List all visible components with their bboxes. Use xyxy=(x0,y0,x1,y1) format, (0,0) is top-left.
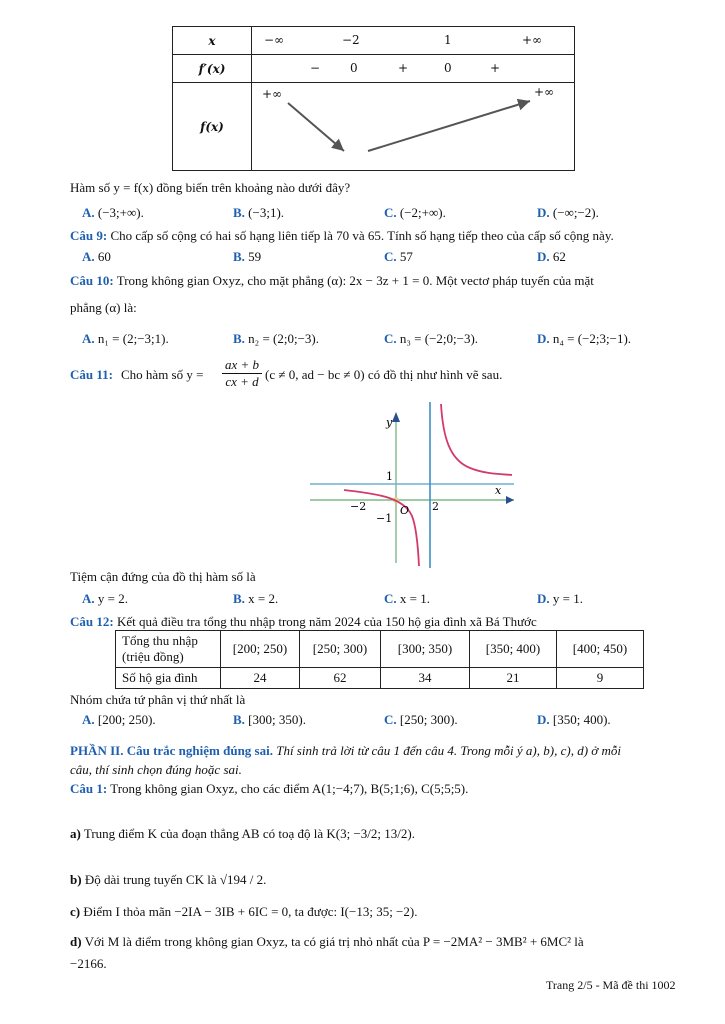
q8-option-b[interactable]: B. (−3;1). xyxy=(233,205,285,220)
vt-x-1: −2 xyxy=(342,33,360,47)
q9-option-c[interactable]: C. 57 xyxy=(384,249,413,264)
q11-option-c[interactable]: C. x = 1. xyxy=(384,591,430,606)
q11-question: Tiệm cận đứng của đồ thị hàm số là xyxy=(70,569,256,584)
q11-frac-den: cx + d xyxy=(225,374,259,389)
q10-option-d[interactable]: D. n₄ = (−2;3;−1). xyxy=(537,331,632,346)
q9-stem: Câu 9: Cho cấp số cộng có hai số hạng liên tiếp là 70 và 65. Tính số hạng tiếp theo của cấp số cộng này. xyxy=(70,228,614,243)
q11-x-label: x xyxy=(495,484,502,497)
q8-option-a[interactable]: A. (−3;+∞). xyxy=(82,205,144,220)
count-0: 24 xyxy=(221,668,300,689)
vt-f-label: f(x) xyxy=(173,83,252,171)
q11-option-b[interactable]: B. x = 2. xyxy=(233,591,279,606)
vt-x-3: +∞ xyxy=(522,33,543,47)
part2-q1-d[interactable]: d) Với M là điểm trong không gian Oxyz, ta có giá trị nhỏ nhất của P = −2MA² − 3MB² + 6MC² là xyxy=(70,934,584,949)
q9-option-d[interactable]: D. 62 xyxy=(537,249,566,264)
q9-option-b[interactable]: B. 59 xyxy=(233,249,262,264)
q11-graph xyxy=(300,398,520,570)
q10-option-c[interactable]: C. n₃ = (−2;0;−3). xyxy=(384,331,479,346)
q11-frac-num: ax + b xyxy=(222,357,262,374)
q11-x-arrow xyxy=(506,496,514,504)
count-header-cell: Số hộ gia đình xyxy=(116,668,221,689)
q12-option-c[interactable]: C. [250; 300). xyxy=(384,712,458,727)
part2-title-line xyxy=(70,743,621,759)
count-3: 21 xyxy=(470,668,557,689)
q11-y-arrow xyxy=(392,412,400,422)
q11-tick-1: 1 xyxy=(386,470,393,483)
count-4: 9 xyxy=(557,668,644,689)
vt-fp-label: f′(x) xyxy=(173,55,252,83)
vt-x-label: x xyxy=(173,27,252,55)
vt-arrows xyxy=(252,83,576,171)
part2-title: PHẦN II. Câu trắc nghiệm đúng sai. xyxy=(70,743,273,758)
part2-q1-a[interactable]: a) Trung điểm K của đoạn thẳng AB có toạ độ là K(3; −3/2; 13/2). xyxy=(70,826,415,841)
q11-y-label: y xyxy=(386,416,393,429)
vt-f-left: +∞ xyxy=(262,87,283,101)
count-2: 34 xyxy=(381,668,470,689)
vt-fp-row xyxy=(252,55,575,83)
vt-fp-0: − xyxy=(310,61,321,75)
q11-fraction xyxy=(222,357,262,390)
q8-option-d[interactable]: D. (−∞;−2). xyxy=(537,205,599,220)
part2-intro1: Thí sinh trả lời từ câu 1 đến câu 4. Trong mỗi ý a), b), c), d) ở mỗi xyxy=(276,743,621,758)
vt-fp-1: 0 xyxy=(350,61,358,75)
income-table xyxy=(115,630,644,689)
vt-x-row xyxy=(252,27,575,55)
count-1: 62 xyxy=(300,668,381,689)
q8-option-c[interactable]: C. (−2;+∞). xyxy=(384,205,446,220)
q11-origin-label: O xyxy=(400,504,410,517)
vt-x-0: −∞ xyxy=(264,33,285,47)
variation-table xyxy=(172,26,575,171)
page-footer: Trang 2/5 - Mã đề thi 1002 xyxy=(546,978,676,992)
income-interval-4: [400; 450) xyxy=(557,631,644,668)
income-interval-0: [200; 250) xyxy=(221,631,300,668)
income-interval-2: [300; 350) xyxy=(381,631,470,668)
income-header-cell: Tổng thu nhập (triệu đồng) xyxy=(116,631,221,668)
q12-option-d[interactable]: D. [350; 400). xyxy=(537,712,611,727)
q11-tick-m1: −1 xyxy=(376,512,393,525)
q12-question: Nhóm chứa tứ phân vị thứ nhất là xyxy=(70,692,246,707)
q11-stem-post: (c ≠ 0, ad − bc ≠ 0) có đồ thị như hình vẽ sau. xyxy=(265,367,503,382)
q11-tick-2: 2 xyxy=(432,500,439,513)
vt-f-right: +∞ xyxy=(534,85,555,99)
q12-option-a[interactable]: A. [200; 250). xyxy=(82,712,156,727)
part2-q1-d-cont: −2166. xyxy=(70,956,107,971)
vt-fp-4: + xyxy=(490,61,501,75)
q10-stem-line2: phẳng (α) là: xyxy=(70,300,137,315)
q8-stem: Hàm số y = f(x) đồng biến trên khoảng nào dưới đây? xyxy=(70,180,351,195)
q11-option-a[interactable]: A. y = 2. xyxy=(82,591,128,606)
income-interval-3: [350; 400) xyxy=(470,631,557,668)
vt-fp-2: + xyxy=(398,61,409,75)
vt-fp-3: 0 xyxy=(444,61,452,75)
q10-stem-line1: Câu 10: Trong không gian Oxyz, cho mặt phẳng (α): 2x − 3z + 1 = 0. Một vectơ pháp tuyến của mặt xyxy=(70,273,594,288)
q11-tick-m2: −2 xyxy=(350,500,367,513)
income-interval-1: [250; 300) xyxy=(300,631,381,668)
q11-stem-pre: Cho hàm số y = xyxy=(121,367,204,382)
q11-option-d[interactable]: D. y = 1. xyxy=(537,591,583,606)
vt-f-row xyxy=(252,83,575,171)
q10-option-b[interactable]: B. n₂ = (2;0;−3). xyxy=(233,331,319,346)
q12-stem: Câu 12: Kết quả điều tra tổng thu nhập trong năm 2024 của 150 hộ gia đình xã Bá Thước xyxy=(70,614,537,629)
q10-option-a[interactable]: A. n₁ = (2;−3;1). xyxy=(82,331,169,346)
part2-q1-stem: Câu 1: Trong không gian Oxyz, cho các điểm A(1;−4;7), B(5;1;6), C(5;5;5). xyxy=(70,781,469,796)
part2-q1-b[interactable]: b) Độ dài trung tuyến CK là √194 / 2. xyxy=(70,872,267,887)
part2-q1-c[interactable]: c) Điểm I thỏa mãn −2IA − 3IB + 6IC = 0, ta được: I(−13; 35; −2). xyxy=(70,904,418,919)
vt-x-2: 1 xyxy=(444,33,452,47)
q12-option-b[interactable]: B. [300; 350). xyxy=(233,712,306,727)
q11-num-label: Câu 11: xyxy=(70,367,113,382)
q9-option-a[interactable]: A. 60 xyxy=(82,249,111,264)
part2-intro2: câu, thí sinh chọn đúng hoặc sai. xyxy=(70,762,242,777)
q11-right-branch xyxy=(441,404,512,475)
